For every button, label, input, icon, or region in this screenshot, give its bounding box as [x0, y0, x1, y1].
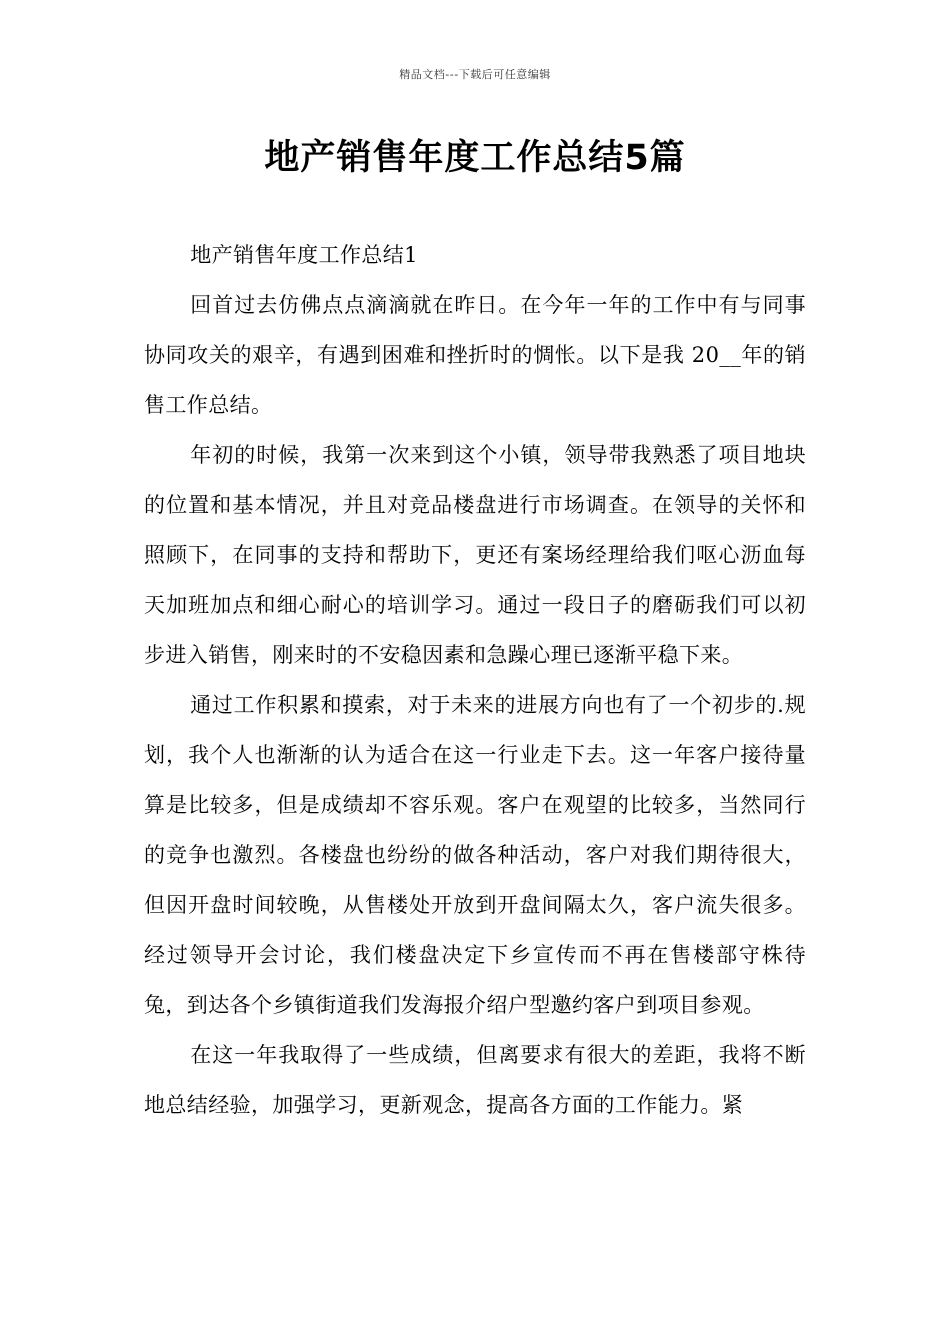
- paragraph: 在这一年我取得了一些成绩，但离要求有很大的差距，我将不断地总结经验，加强学习，更新观念，提高各方面的工作能力。紧: [144, 1043, 806, 1117]
- document-title: 地产销售年度工作总结5篇: [264, 138, 686, 178]
- header-note: 精品文档---下载后可任意编辑: [399, 68, 551, 81]
- paragraph: 回首过去仿佛点点滴滴就在昨日。在今年一年的工作中有与同事协同攻关的艰辛，有遇到困难和挫折时的惆怅。以下是我 20__年的销售工作总结。: [144, 293, 806, 417]
- document-body: [144, 230, 806, 1130]
- paragraph: 年初的时候，我第一次来到这个小镇，领导带我熟悉了项目地块的位置和基本情况，并且对竞品楼盘进行市场调查。在领导的关怀和照顾下，在同事的支持和帮助下，更还有案场经理给我们呕心沥血每天加班加点和细心耐心的培训学习。通过一段日子的磨砺我们可以初步进入销售，刚来时的不安稳因素和急躁心理已逐渐平稳下来。: [144, 443, 806, 667]
- paragraph: 通过工作积累和摸索，对于未来的进展方向也有了一个初步的.规划，我个人也渐渐的认为适合在这一行业走下去。这一年客户接待量算是比较多，但是成绩却不容乐观。客户在观望的比较多，当然同行的竞争也激烈。各楼盘也纷纷的做各种活动，客户对我们期待很大，但因开盘时间较晚，从售楼处开放到开盘间隔太久，客户流失很多。经过领导开会讨论，我们楼盘决定下乡宣传而不再在售楼部守株待兔，到达各个乡镇街道我们发海报介绍户型邀约客户到项目参观。: [144, 693, 806, 1017]
- section-heading: 地产销售年度工作总结1: [190, 243, 418, 267]
